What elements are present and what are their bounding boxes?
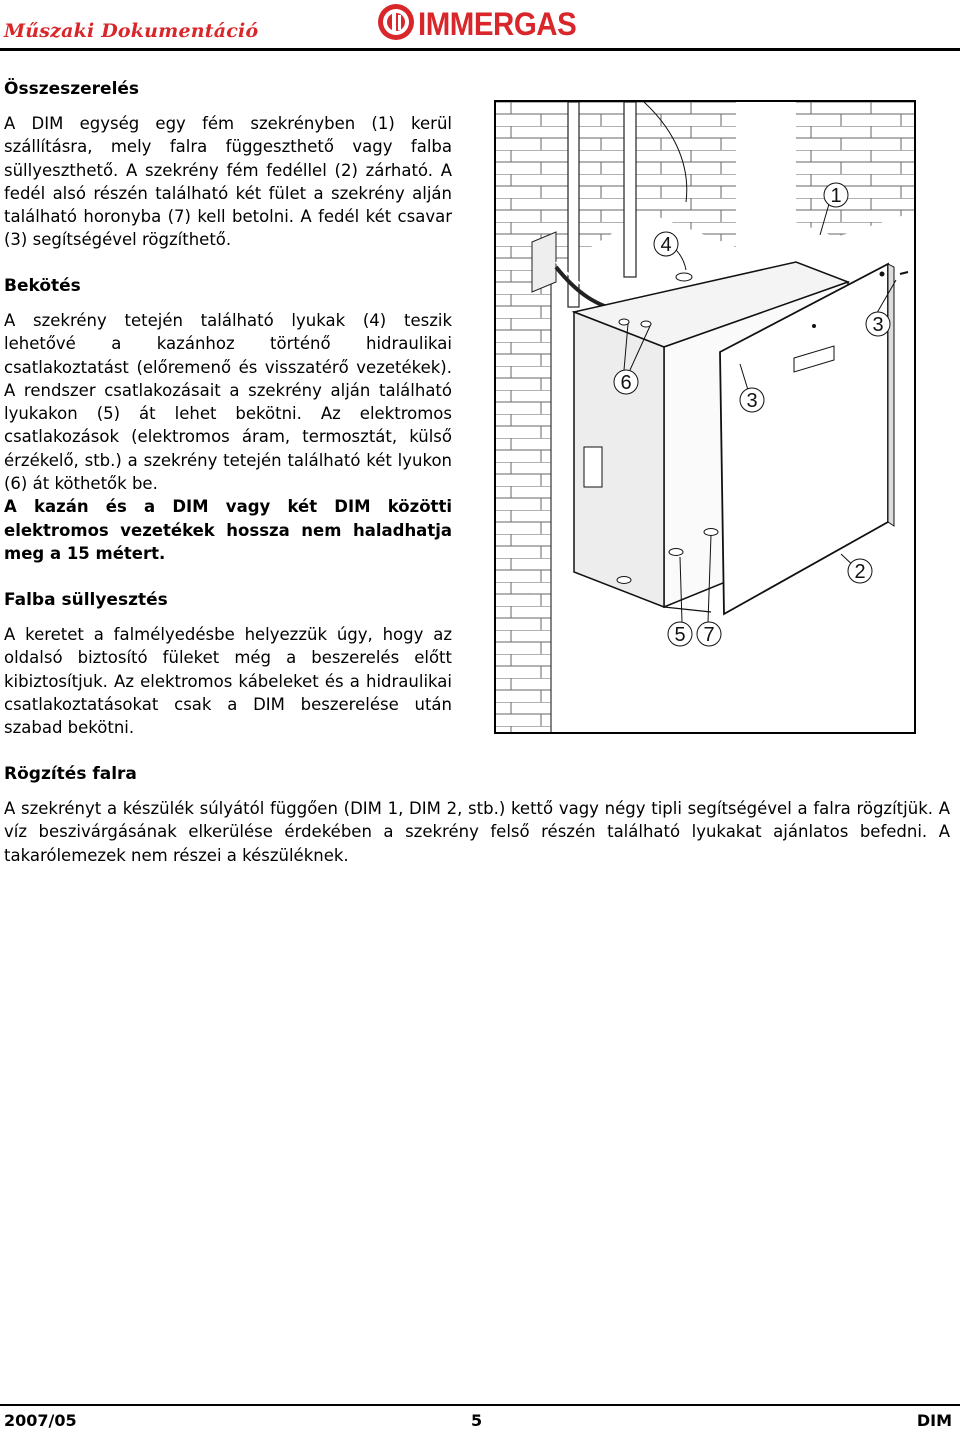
svg-text:3: 3	[746, 390, 758, 412]
heading-assembly: Összeszerelés	[4, 79, 140, 99]
heading-connection: Bekötés	[4, 276, 81, 296]
connection-warning: A kazán és a DIM vagy két DIM közötti elektromos vezetékek hossza nem haladhatja meg a 15 métert.	[4, 497, 452, 563]
installation-figure	[494, 100, 916, 734]
callout-4	[654, 232, 678, 256]
cabinet-illustration	[496, 102, 914, 732]
callout-7	[697, 622, 721, 646]
footer-rule	[0, 1404, 960, 1406]
paragraph-recessed: A keretet a falmélyedésbe helyezzük úgy, hogy az oldalsó biztosító füleket még a beszerelés előtt kibiztosítjuk. Az elektromos kábeleket és a hidraulikai csatlakoztatásokat csak a DIM beszerelése után szabad bekötni.	[4, 625, 452, 738]
paragraph-connection	[4, 309, 452, 565]
callout-5	[668, 622, 692, 646]
paragraph-assembly: A DIM egység egy fém szekrényben (1) kerül szállításra, mely falra függeszthető vagy falba süllyeszthető. A szekrény fém fedéllel (2) zárható. A fedél alsó részén található két fület a szekrény alján található horonyba (7) kell betolni. A fedél két csavar (3) segítségével rögzíthető.	[4, 114, 452, 250]
callout-3b	[740, 388, 764, 412]
footer-date: 2007/05	[4, 1411, 77, 1430]
callout-6	[614, 370, 638, 394]
page-header	[0, 0, 960, 52]
logo-flame-icon	[376, 2, 416, 42]
header-rule	[0, 48, 960, 51]
logo-wordmark: IMMERGAS	[418, 6, 577, 42]
connection-text: A szekrény tetején található lyukak (4) teszik lehetővé a kazánhoz történő hidraulikai csatlakoztatást (előremenő és visszatérő vezetékek). A rendszer csatlakozásait a szekrény alján található lyukakon (5) át lehet bekötni. Az elektromos csatlakozások (elektromos áram, termosztát, külső érzékelő, stb.) a szekrény tetején található két lyukon (6) át köthetők be.	[4, 311, 452, 494]
svg-text:1: 1	[830, 185, 842, 207]
svg-text:7: 7	[703, 624, 715, 646]
svg-text:4: 4	[660, 234, 672, 256]
svg-text:5: 5	[674, 624, 686, 646]
heading-recessed: Falba süllyesztés	[4, 590, 168, 610]
paragraph-wall-mount: A szekrényt a készülék súlyától függően (DIM 1, DIM 2, stb.) kettő vagy négy tipli segítségével a falra rögzítjük. A víz beszivárgásának elkerülése érdekében a szekrény felső részén található lyukakat ajánlatos befedni. A takarólemezek nem részei a készüléknek.	[4, 799, 950, 865]
callout-1	[824, 183, 848, 207]
document-title: Műszaki Dokumentáció	[4, 20, 259, 42]
svg-text:6: 6	[620, 372, 632, 394]
footer-product: DIM	[916, 1411, 952, 1430]
svg-text:3: 3	[872, 314, 884, 336]
callout-3a	[866, 312, 890, 336]
svg-text:2: 2	[854, 561, 866, 583]
immergas-logo	[376, 2, 590, 42]
footer-page-number: 5	[471, 1411, 483, 1430]
callout-2	[848, 559, 872, 583]
heading-wall-mount: Rögzítés falra	[4, 764, 137, 784]
